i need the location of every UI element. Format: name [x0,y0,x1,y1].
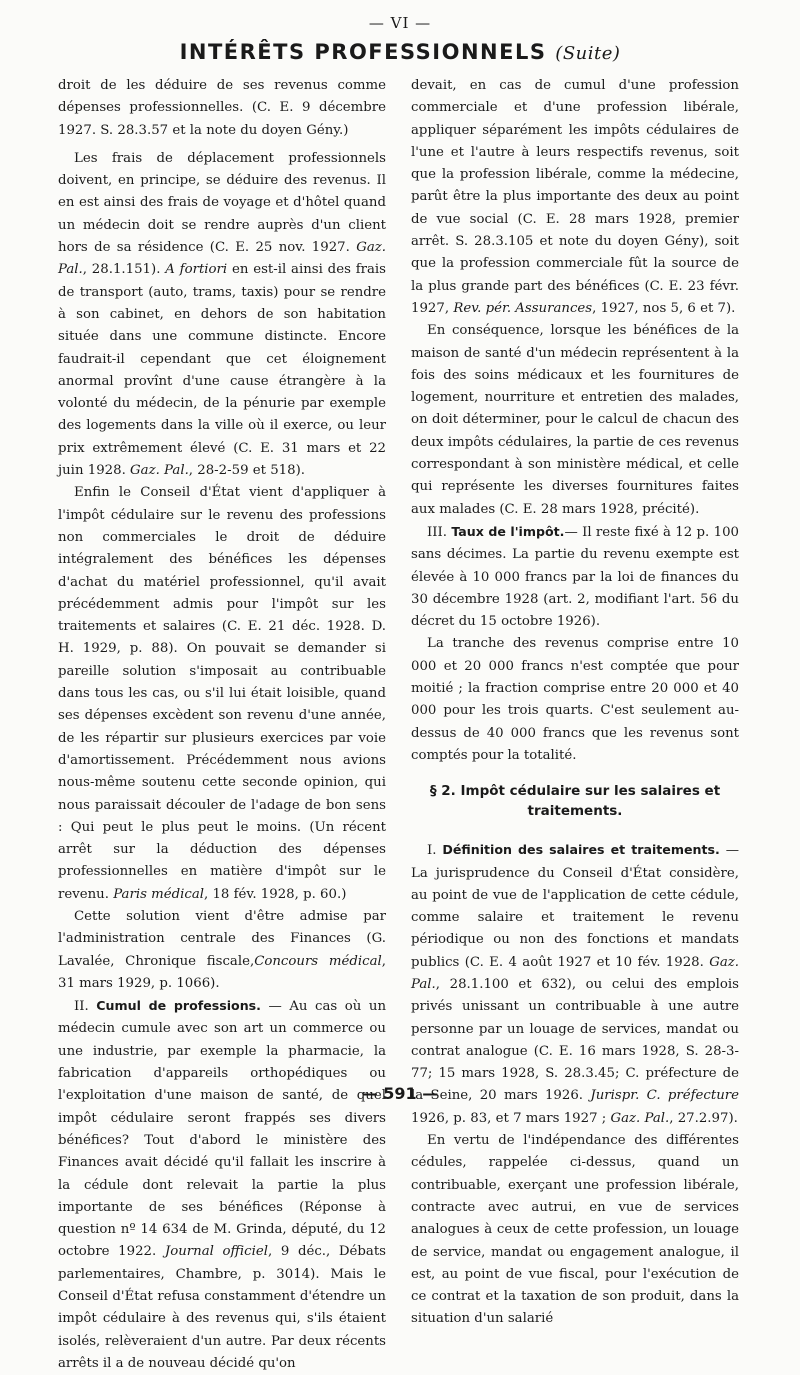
paragraph: Cette solution vient d'être admise par l'administration centrale des Finances (G. Lavalée, Chronique fiscale,Concours médical, 31 mars 1929, p. 1066). [58,908,386,991]
running-title [0,40,800,64]
left-column [58,75,386,1375]
right-column [411,75,739,1331]
citation-source: Paris médical [113,886,205,902]
paragraph: I. Définition des salaires et traitements. — La jurisprudence du Conseil d'État considère, au point de vue de l'application de cette cédule, comme salaire et traitement le revenu périodique ou non des fonctions et mandats publics (C. E. 4 août 1927 et 10 fév. 1928. Gaz. Pal., 28.1.100 et 632), ou celui des emplois privés unissant un contribuable à une autre personne par un louage de services, mandat ou contrat analogue (C. E. 16 mars 1928, S. 28-3-77; 15 mars 1928, S. 28.3.45; C. préfecture de la Seine, 20 mars 1926. Jurispr. C. préfecture 1926, p. 83, et 7 mars 1927 ; Gaz. Pal., 27.2.97). [411,842,740,1126]
section-heading: § 2. Impôt cédulaire sur les salaires et traitements. [429,783,721,820]
citation-source: Rev. pér. Assurances [453,300,593,316]
running-title-suffix: (Suite) [555,43,621,64]
subsection-heading: Définition des salaires et traitements. [442,842,720,858]
paragraph: devait, en cas de cumul d'une profession commerciale et d'une profession libérale, appliquer séparément les impôts cédulaires de l'une et l'autre à leurs respectifs revenus, soit que la profession libérale, comme la médecine, parût être la plus importante des deux au point de vue social (C. E. 28 mars 1928, premier arrêt. S. 28.3.105 et note du doyen Gény), soit que la profession commerciale fût la source de la plus grande part des bénéfices (C. E. 23 févr. 1927, Rev. pér. Assurances, 1927, nos 5, 6 et 7). [411,78,739,316]
folio-roman: — VI — [368,14,432,32]
paragraph: La tranche des revenus comprise entre 10 000 et 20 000 francs n'est comptée que pour moitié ; la fraction comprise entre 20 000 et 40 000 pour les trois quarts. C'est seulement au-dessus de 40 000 francs que les revenus sont comptés pour la totalité. [411,636,739,763]
citation-source: Gaz. Pal. [411,954,739,992]
page-number: — 591 — [361,1084,439,1103]
paragraph: droit de les déduire de ses revenus comme dépenses professionnelles. (C. E. 9 décembre 1927. S. 28.3.57 et la note du doyen Gény.) [58,78,386,138]
citation-source: Journal officiel [164,1244,269,1260]
citation-source: Jurispr. C. préfecture [590,1088,740,1104]
citation-source: Gaz. Pal. [610,1110,670,1126]
subsection-heading: Taux de l'impôt. [451,523,565,539]
subsection-heading: Cumul de professions. [96,998,261,1014]
paragraph: Les frais de déplacement professionnels doivent, en principe, se déduire des revenus. Il en est ainsi des frais de voyage et d'hôtel quand un médecin doit se rendre auprès d'un client hors de sa résidence (C. E. 25 nov. 1927. Gaz. Pal., 28.1.151). A fortiori en est-il ainsi des frais de transport (auto, trams, taxis) pour se rendre à son cabinet, en dehors de son habitation située dans une commune distincte. Encore faudrait-il cependant que cet éloignement anormal provînt d'une cause étrangère à la volonté du médecin, de la pénurie par exemple des logements dans la ville où il exerce, ou leur prix extrêmement élevé (C. E. 31 mars et 22 juin 1928. Gaz. Pal., 28-2-59 et 518). [58,150,386,479]
running-title-text: INTÉRÊTS PROFESSIONNELS [179,40,547,64]
citation-source: Concours médical [254,953,382,969]
paragraph: En vertu de l'indépendance des différentes cédules, rappelée ci-dessus, quand un contribuable, exerçant une profession libérale, contracte avec autrui, en vue de services analogues à ceux de cette profession, un louage de service, mandat ou engagement analogue, il est, au point de vue fiscal, pour l'exécution de ce contrat et la taxation de son produit, dans la situation d'un salarié [411,1133,739,1327]
paragraph: II. Cumul de professions. — Au cas où un médecin cumule avec son art un commerce ou une industrie, par exemple la pharmacie, la fabrication d'appareils orthopédiques ou l'exploitation d'une maison de santé, de quel impôt cédulaire seront frappés ses divers bénéfices? Tout d'abord le ministère des Finances avait décidé qu'il fallait les inscrire à la cédule dont relevait la partie la plus importante de ses bénéfices (Réponse à question nº 14 634 de M. Grinda, député, du 12 octobre 1922. Journal officiel, 9 déc., Débats parlementaires, Chambre, p. 3014). Mais le Conseil d'État refusa constamment d'étendre un impôt cédulaire à des revenus qui, s'ils étaient isolés, relèveraient d'un autre. Par deux récents arrêts il a de nouveau décidé qu'on [58,998,387,1371]
paragraph: Enfin le Conseil d'État vient d'appliquer à l'impôt cédulaire sur le revenu des professions non commerciales le droit de déduire intégralement des bénéfices les dépenses d'achat du matériel professionnel, qu'il avait précédemment admis pour l'impôt sur les traitements et salaires (C. E. 21 déc. 1928. D. H. 1929, p. 88). On pouvait se demander si pareille solution s'imposait au contribuable dans tous les cas, ou s'il lui était loisible, quand ses dépenses excèdent son revenu d'une année, de les répartir sur plusieurs exercices par voie d'amortissement. Précédemment nous avions nous-même soutenu cette seconde opinion, qui nous paraissait découler de l'adage de bon sens : Qui peut le plus peut le moins. (Un récent arrêt sur la déduction des dépenses professionnelles en matière d'impôt sur le revenu. Paris médical, 18 fév. 1928, p. 60.) [58,485,386,902]
paragraph: III. Taux de l'impôt.— Il reste fixé à 12 p. 100 sans décimes. La partie du revenu exempte est élevée à 10 000 francs par la loi de finances du 30 décembre 1928 (art. 2, modifiant l'art. 56 du décret du 15 octobre 1926). [411,523,739,630]
paragraph: En conséquence, lorsque les bénéfices de la maison de santé d'un médecin représentent à la fois des soins médicaux et les fournitures de logement, nourriture et entretien des malades, on doit déterminer, pour le calcul de chacun des deux impôts cédulaires, la partie de ces revenus correspondant à son ministère médical, et celle qui représente les diverses fournitures faites aux malades (C. E. 28 mars 1928, précité). [411,323,739,517]
citation-source: Gaz. Pal. [130,463,189,479]
latin-phrase: A fortiori [165,262,228,278]
citation-source: Gaz. Pal. [58,240,386,278]
